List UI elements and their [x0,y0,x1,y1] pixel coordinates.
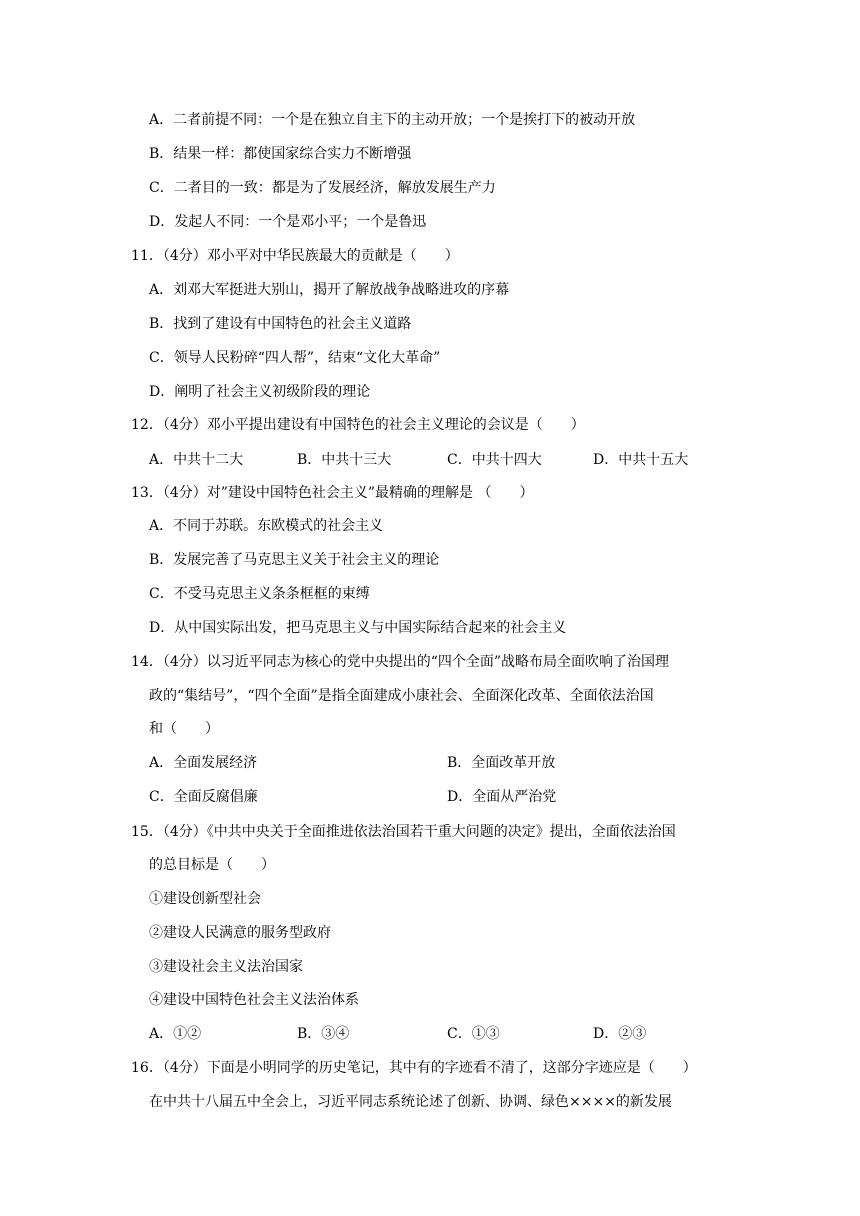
q12-option-d: D．中共十五大 [593,452,689,468]
q14-option-c: C．全面反腐倡廉 [149,789,258,805]
q15-option-b: B．③④ [297,1026,350,1042]
prev-option-a: A．二者前提不同：一个是在独立自主下的主动开放；一个是挨打下的被动开放 [149,112,636,128]
q12-stem: 12．（4分）邓小平提出建设有中国特色的社会主义理论的会议是（ ） [131,417,585,433]
q14-option-a: A．全面发展经济 [149,755,258,771]
q16-stem: 16．（4分）下面是小明同学的历史笔记，其中有的字迹看不清了，这部分字迹应是（ ） [131,1060,697,1076]
q12-option-c: C．中共十四大 [447,452,542,468]
q13-option-b: B．发展完善了马克思主义关于社会主义的理论 [149,552,440,568]
prev-option-b: B．结果一样：都使国家综合实力不断增强 [149,146,412,162]
q13-option-c: C．不受马克思主义条条框框的束缚 [149,586,370,602]
q14-stem-line-3: 和（ ） [149,721,219,737]
q15-stem-line-1: 15．（4分）《中共中央关于全面推进依法治国若干重大问题的决定》提出，全面依法治国 [131,824,676,840]
q11-option-b: B．找到了建设有中国特色的社会主义道路 [149,316,412,332]
q13-option-d: D．从中国实际出发，把马克思主义与中国实际结合起来的社会主义 [149,620,567,636]
q13-option-a: A．不同于苏联。东欧模式的社会主义 [149,518,384,534]
q11-option-d: D．阐明了社会主义初级阶段的理论 [149,384,371,400]
q12-option-a: A．中共十二大 [149,452,244,468]
q14-stem-line-1: 14．（4分）以习近平同志为核心的党中央提出的“四个全面”战略布局全面吹响了治国理 [131,654,670,670]
q11-option-a: A．刘邓大军挺进大别山，揭开了解放战争战略进攻的序幕 [149,282,510,298]
q15-option-d: D．②③ [593,1026,647,1042]
q15-item-4: ④建设中国特色社会主义法治体系 [149,992,359,1008]
prev-option-d: D．发起人不同：一个是邓小平；一个是鲁迅 [149,214,427,230]
q15-item-2: ②建设人民满意的服务型政府 [149,925,331,941]
q15-option-a: A．①② [149,1026,202,1042]
q16-note: 在中共十八届五中全会上，习近平同志系统论述了创新、协调、绿色××××的新发展 [149,1094,672,1110]
q13-stem: 13．（4分）对”建设中国特色社会主义”最精确的理解是 （ ） [131,485,534,501]
q11-option-c: C．领导人民粉碎“四人帮”，结束“文化大革命” [149,350,441,366]
q14-stem-line-2: 政的“集结号”，“四个全面”是指全面建成小康社会、全面深化改革、全面依法治国 [149,688,654,704]
q15-option-c: C．①③ [447,1026,500,1042]
q14-option-d: D．全面从严治党 [447,789,557,805]
q12-option-b: B．中共十三大 [297,452,392,468]
q14-option-b: B．全面改革开放 [447,755,556,771]
q11-stem: 11．（4分）邓小平对中华民族最大的贡献是（ ） [131,248,459,264]
prev-option-c: C．二者目的一致：都是为了发展经济，解放发展生产力 [149,180,496,196]
q15-stem-line-2: 的总目标是（ ） [149,857,275,873]
q15-item-3: ③建设社会主义法治国家 [149,959,303,975]
q15-item-1: ①建设创新型社会 [149,891,261,907]
